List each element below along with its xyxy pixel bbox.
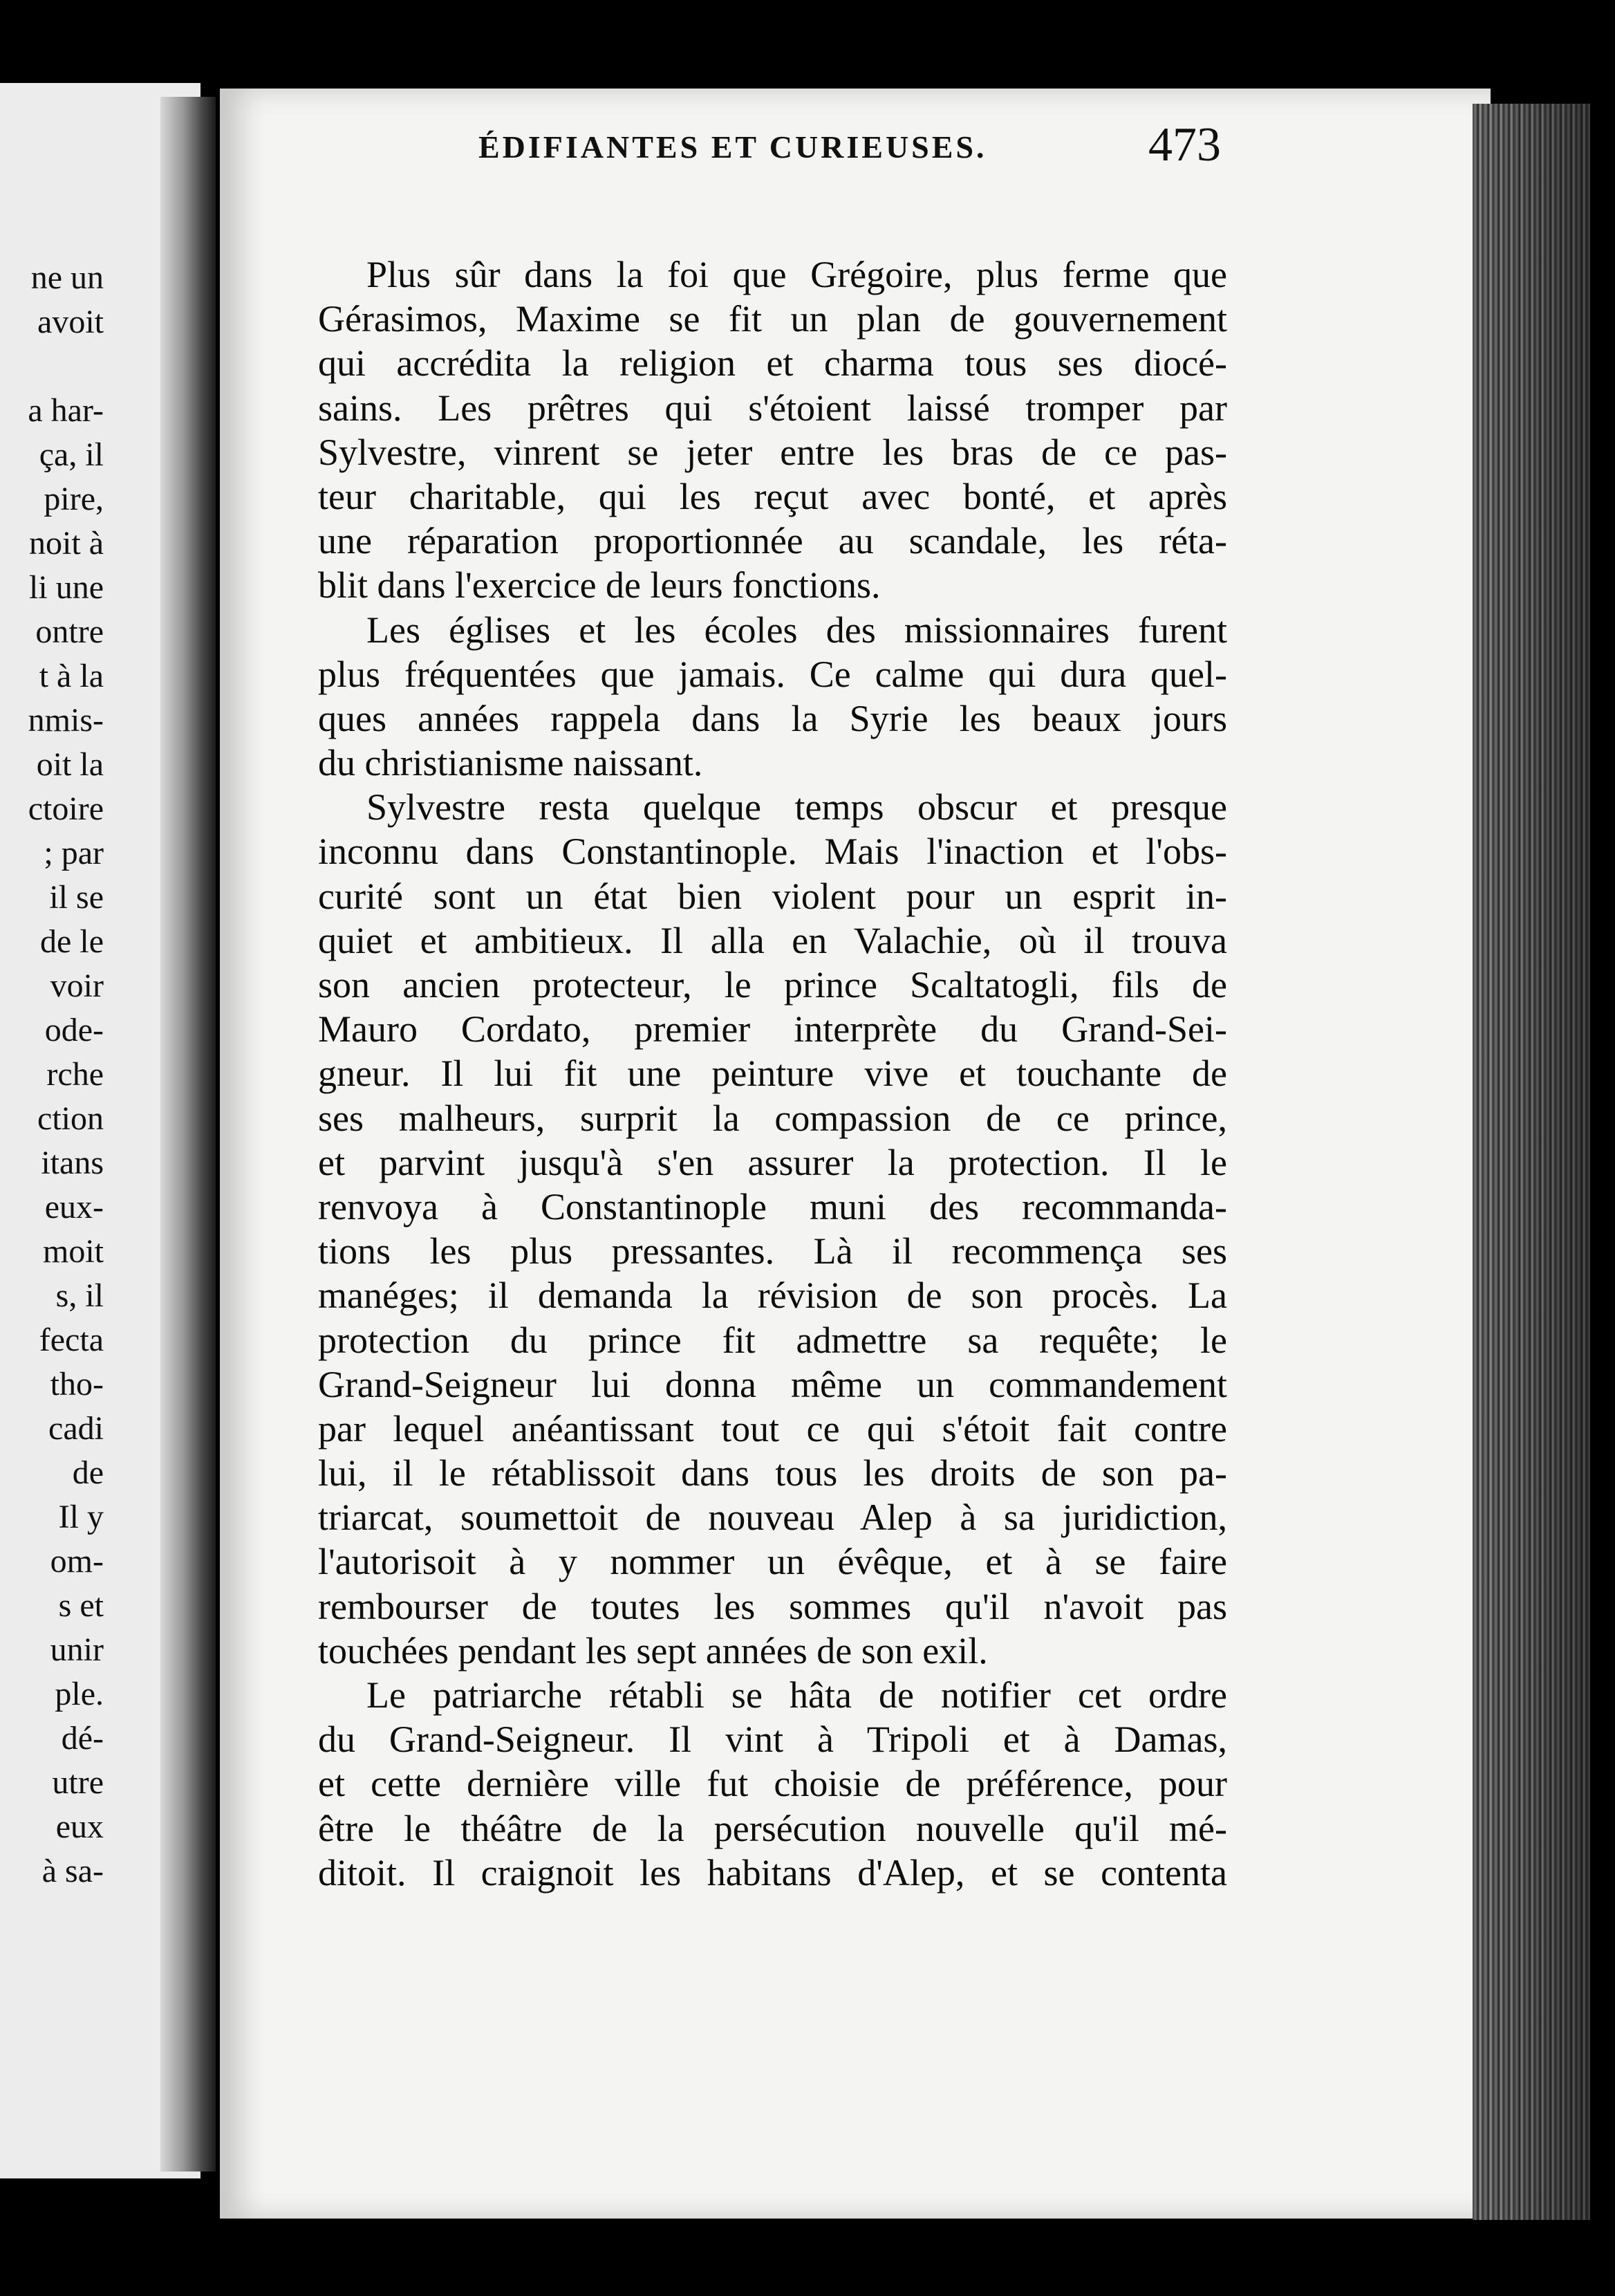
- left-page-fragment: ctoire: [28, 790, 104, 827]
- text-line: manéges; il demanda la révision de son procès. La: [318, 1275, 1227, 1317]
- left-page-fragment: à sa-: [41, 1853, 104, 1889]
- left-page-fragment: fecta: [39, 1322, 104, 1358]
- text-line: ses malheurs, surprit la compassion de ce prince,: [318, 1097, 1227, 1139]
- left-page-fragment: ; par: [44, 835, 104, 871]
- text-line: par lequel anéantissant tout ce qui s'étoit fait contre: [318, 1407, 1227, 1450]
- text-line: être le théâtre de la persécution nouvelle qu'il mé-: [318, 1807, 1227, 1849]
- text-line: et parvint jusqu'à s'en assurer la protection. Il le: [318, 1141, 1227, 1183]
- book-gutter: [160, 97, 216, 2172]
- left-page-fragment: om-: [50, 1543, 104, 1580]
- left-page-fragment: ode-: [44, 1012, 104, 1048]
- page-edge-shadow: [1486, 104, 1590, 2220]
- text-line: quiet et ambitieux. Il alla en Valachie, où il trouva: [318, 919, 1227, 961]
- left-page-fragment: cadi: [48, 1410, 104, 1447]
- body-text: [318, 252, 1227, 1895]
- left-page-fragment: Il y: [58, 1499, 104, 1535]
- left-page-fragment: ontre: [35, 613, 104, 650]
- text-line: triarcat, soumettoit de nouveau Alep à sa juridiction,: [318, 1497, 1227, 1539]
- text-line: Plus sûr dans la foi que Grégoire, plus ferme que: [366, 254, 1227, 295]
- text-line: et cette dernière ville fut choisie de préférence, pour: [318, 1763, 1227, 1805]
- left-page-text-fragments: [0, 256, 104, 1894]
- left-page-fragment: voir: [50, 968, 104, 1004]
- left-page-fragment: avoit: [37, 304, 104, 340]
- text-line: Le patriarche rétabli se hâta de notifier cet ordre: [366, 1674, 1227, 1716]
- left-page-fragment: dé-: [61, 1720, 104, 1757]
- text-line: l'autorisoit à y nommer un évêque, et à se faire: [318, 1541, 1227, 1583]
- text-line: tions les plus pressantes. Là il recommença ses: [318, 1230, 1227, 1272]
- text-line: du christianisme naissant.: [318, 742, 703, 784]
- text-line: rembourser de toutes les sommes qu'il n'avoit pas: [318, 1585, 1227, 1627]
- page-number: 473: [1148, 118, 1221, 172]
- left-page-fragment: oit la: [36, 746, 104, 783]
- left-page-fragment: a har-: [28, 392, 104, 429]
- text-line: Mauro Cordato, premier interprète du Grand-Sei-: [318, 1008, 1227, 1050]
- text-line: du Grand-Seigneur. Il vint à Tripoli et à Damas,: [318, 1719, 1227, 1761]
- left-page-fragment: t à la: [39, 658, 104, 694]
- left-page-fragment: ça, il: [39, 436, 104, 473]
- left-page-fragment: eux-: [44, 1189, 104, 1225]
- text-line: touchées pendant les sept années de son exil.: [318, 1629, 988, 1672]
- left-page-fragment: li une: [29, 569, 104, 606]
- left-page-fragment: eux: [55, 1808, 104, 1845]
- text-line: inconnu dans Constantinople. Mais l'inaction et l'obs-: [318, 831, 1227, 873]
- left-page-fragment: [0, 344, 104, 389]
- text-line: qui accrédita la religion et charma tous ses diocé-: [318, 342, 1227, 385]
- text-line: Sylvestre resta quelque temps obscur et presque: [366, 786, 1227, 828]
- left-page-fragment: pire,: [44, 481, 104, 517]
- text-line: Gérasimos, Maxime se fit un plan de gouvernement: [318, 298, 1227, 340]
- text-line: renvoya à Constantinople muni des recommanda-: [318, 1185, 1227, 1228]
- text-line: gneur. Il lui fit une peinture vive et touchante de: [318, 1053, 1227, 1095]
- text-line: teur charitable, qui les reçut avec bonté, et après: [318, 475, 1227, 517]
- text-line: lui, il le rétablissoit dans tous les droits de son pa-: [318, 1452, 1227, 1494]
- left-page-fragment: itans: [41, 1145, 104, 1181]
- left-page-fragment: de le: [40, 923, 104, 960]
- running-title: ÉDIFIANTES ET CURIEUSES.: [478, 129, 987, 165]
- text-line: une réparation proportionnée au scandale, les réta-: [318, 520, 1227, 562]
- text-line: ditoit. Il craignoit les habitans d'Alep, et se contenta: [318, 1851, 1227, 1894]
- left-page-fragment: moit: [42, 1233, 104, 1270]
- left-page-fragment: rche: [46, 1056, 104, 1093]
- left-page-fragment: nmis-: [28, 702, 104, 739]
- left-page-fragment: utre: [52, 1764, 104, 1801]
- left-page-fragment: il se: [49, 879, 104, 916]
- text-line: blit dans l'exercice de leurs fonctions.: [318, 564, 881, 607]
- text-line: Les églises et les écoles des missionnaires furent: [366, 609, 1227, 651]
- running-head: [278, 118, 1232, 180]
- left-page-fragment: ple.: [55, 1676, 104, 1712]
- left-page-fragment: ne un: [30, 259, 104, 296]
- text-line: protection du prince fit admettre sa requête; le: [318, 1319, 1227, 1361]
- left-page-fragment: unir: [50, 1631, 104, 1668]
- text-line: Grand-Seigneur lui donna même un commandement: [318, 1363, 1227, 1405]
- left-page-fragment: de: [72, 1454, 104, 1491]
- text-line: ques années rappela dans la Syrie les beaux jours: [318, 697, 1227, 739]
- text-line: plus fréquentées que jamais. Ce calme qui dura quel-: [318, 653, 1227, 695]
- left-page-fragment: tho-: [50, 1366, 104, 1402]
- text-line: son ancien protecteur, le prince Scaltatogli, fils de: [318, 964, 1227, 1006]
- left-page-fragment: s et: [58, 1587, 104, 1624]
- left-page-fragment: noit à: [29, 525, 104, 562]
- text-line: Sylvestre, vinrent se jeter entre les bras de ce pas-: [318, 431, 1227, 473]
- text-line: curité sont un état bien violent pour un esprit in-: [318, 875, 1227, 917]
- text-line: sains. Les prêtres qui s'étoient laissé tromper par: [318, 387, 1227, 429]
- left-page-fragment: ction: [37, 1100, 104, 1137]
- left-page-fragment: s, il: [55, 1277, 104, 1314]
